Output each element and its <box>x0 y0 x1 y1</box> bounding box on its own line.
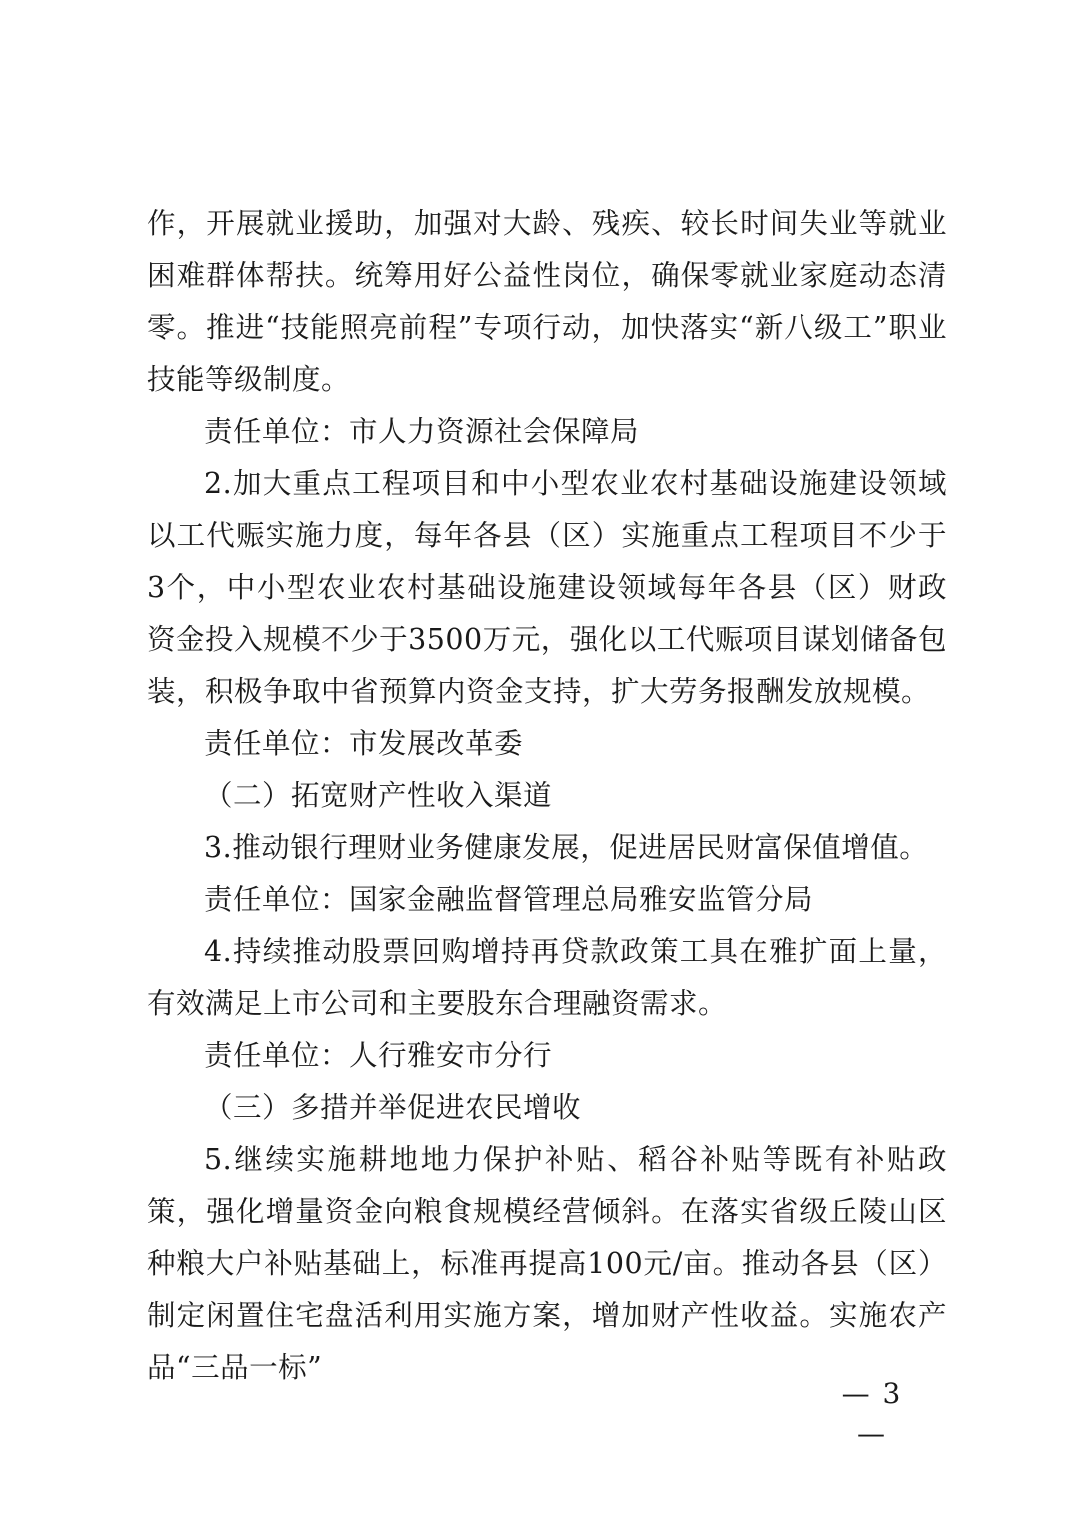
page-number: — 3 — <box>841 1377 903 1450</box>
responsible-unit-financial-regulator: 责任单位：国家金融监督管理总局雅安监管分局 <box>204 883 814 916</box>
section-heading-farmer-income: （三）多措并举促进农民增收 <box>204 1091 582 1124</box>
paragraph-employment-assistance: 作，开展就业援助，加强对大龄、残疾、较长时间失业等就业困难群体帮扶。统筹用好公益性岗位，确保零就业家庭动态清零。推进“技能照亮前程”专项行动，加快落实“新八级工”职业技能等级制度。 <box>147 207 947 396</box>
document-body <box>147 198 947 1394</box>
responsible-unit-pboc: 责任单位：人行雅安市分行 <box>204 1039 553 1072</box>
responsible-unit-hr: 责任单位：市人力资源社会保障局 <box>204 415 640 448</box>
paragraph-work-relief: 2.加大重点工程项目和中小型农业农村基础设施建设领域以工代赈实施力度，每年各县（区）实施重点工程项目不少于3个，中小型农业农村基础设施建设领域每年各县（区）财政资金投入规模不少于3500万元，强化以工代赈项目谋划储备包装，积极争取中省预算内资金支持，扩大劳务报酬发放规模。 <box>147 467 947 708</box>
paragraph-bank-wealth: 3.推动银行理财业务健康发展，促进居民财富保值增值。 <box>204 831 929 864</box>
responsible-unit-ndrc: 责任单位：市发展改革委 <box>204 727 524 760</box>
section-heading-property-income: （二）拓宽财产性收入渠道 <box>204 779 553 812</box>
paragraph-farm-subsidy: 5.继续实施耕地地力保护补贴、稻谷补贴等既有补贴政策，强化增量资金向粮食规模经营倾斜。在落实省级丘陵山区种粮大户补贴基础上，标准再提高100元/亩。推动各县（区）制定闲置住宅盘活利用实施方案，增加财产性收益。实施农产品“三品一标” <box>147 1143 947 1384</box>
paragraph-stock-buyback: 4.持续推动股票回购增持再贷款政策工具在雅扩面上量，有效满足上市公司和主要股东合理融资需求。 <box>147 935 947 1020</box>
